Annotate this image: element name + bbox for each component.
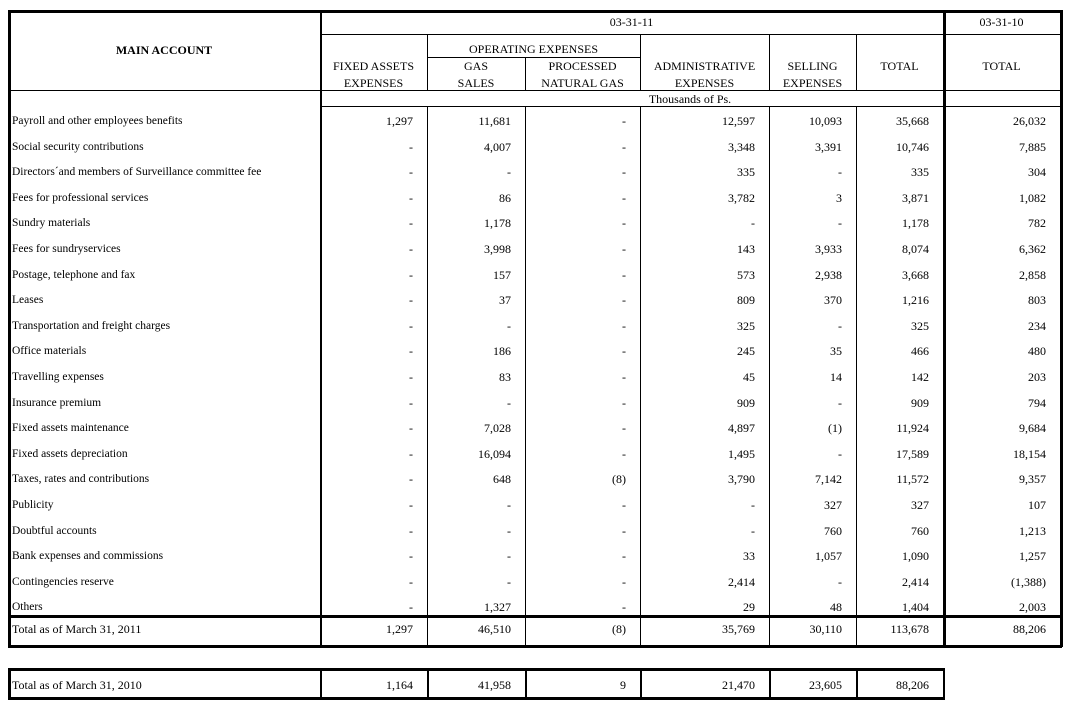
row-value: -: [409, 319, 413, 333]
row-value: 234: [1028, 319, 1046, 333]
row-value: 648: [493, 472, 511, 486]
row-value: 17,589: [896, 447, 929, 461]
row-value: 14: [830, 370, 842, 384]
row-value: 3,998: [484, 242, 511, 256]
row-value: -: [409, 242, 413, 256]
row-value: 45: [743, 370, 755, 384]
column-header-2-line2: SALES: [457, 76, 495, 90]
row-value: 11,681: [478, 114, 511, 128]
row-value: 7,885: [1019, 140, 1046, 154]
row-value: 37: [499, 293, 511, 307]
period-prior-header: 03-31-10: [979, 15, 1024, 29]
row-value: 10,093: [809, 114, 842, 128]
row-value: 760: [911, 524, 929, 538]
total-2010-value: 1,164: [386, 678, 413, 692]
row-value: -: [622, 268, 626, 282]
row-label: Fixed assets depreciation: [12, 448, 128, 460]
row-value: -: [507, 319, 511, 333]
row-value: 1,297: [386, 114, 413, 128]
row-value: 3,348: [728, 140, 755, 154]
row-value: 325: [737, 319, 755, 333]
row-value: 782: [1028, 216, 1046, 230]
total-2011-value: 30,110: [809, 622, 842, 636]
row-label: Travelling expenses: [12, 371, 104, 383]
row-value: 1,082: [1019, 191, 1046, 205]
row-value: -: [409, 447, 413, 461]
row-value: -: [507, 524, 511, 538]
row-value: 33: [743, 549, 755, 563]
total-top-rule: [8, 615, 1062, 618]
row-label: Fees for sundryservices: [12, 243, 121, 255]
table-top-border: [8, 10, 1062, 13]
row-value: -: [409, 600, 413, 614]
row-value: -: [409, 549, 413, 563]
row-value: -: [409, 421, 413, 435]
row-value: 157: [493, 268, 511, 282]
row-value: -: [622, 114, 626, 128]
column-header-5-line1: SELLING: [787, 59, 838, 73]
table-left-border: [8, 10, 11, 647]
row-value: 4,897: [728, 421, 755, 435]
column-header-4-line1: ADMINISTRATIVE: [653, 59, 756, 73]
row-value: 1,178: [902, 216, 929, 230]
row-value: 48: [830, 600, 842, 614]
row-value: 12,597: [722, 114, 755, 128]
row-value: 1,178: [484, 216, 511, 230]
row-value: -: [622, 344, 626, 358]
row-value: 7,028: [484, 421, 511, 435]
row-label: Leases: [12, 294, 44, 306]
row-value: -: [751, 498, 755, 512]
row-label: Doubtful accounts: [12, 525, 97, 537]
row-value: 760: [824, 524, 842, 538]
column-header-1-line2: EXPENSES: [343, 76, 404, 90]
column-header-3-line1: PROCESSED: [548, 59, 617, 73]
row-value: 16,094: [478, 447, 511, 461]
row-value: -: [838, 216, 842, 230]
row-value: 3,391: [815, 140, 842, 154]
row-value: -: [751, 216, 755, 230]
row-value: 10,746: [896, 140, 929, 154]
total-2010-label: Total as of March 31, 2010: [12, 678, 142, 692]
column-header-4-line2: EXPENSES: [674, 76, 735, 90]
row-label: Payroll and other employees benefits: [12, 115, 183, 127]
total-2011-value: 46,510: [478, 622, 511, 636]
row-value: -: [507, 396, 511, 410]
total-2010-value: 9: [620, 678, 626, 692]
main-account-header: MAIN ACCOUNT: [115, 43, 213, 57]
row-label: Others: [12, 601, 43, 613]
row-value: -: [622, 498, 626, 512]
total-2011-value: 113,678: [890, 622, 929, 636]
row-label: Office materials: [12, 345, 87, 357]
row-value: -: [409, 498, 413, 512]
row-value: 186: [493, 344, 511, 358]
row-value: -: [409, 165, 413, 179]
row-value: -: [622, 575, 626, 589]
row-value: 8,074: [902, 242, 929, 256]
row-value: 3,790: [728, 472, 755, 486]
row-label: Publicity: [12, 499, 54, 511]
row-value: 35,668: [896, 114, 929, 128]
row-value: 86: [499, 191, 511, 205]
row-value: -: [622, 216, 626, 230]
row-value: 143: [737, 242, 755, 256]
prior-total-bottom-border: [8, 697, 943, 700]
row-value: 35: [830, 344, 842, 358]
row-label: Fixed assets maintenance: [12, 422, 129, 434]
row-value: -: [409, 140, 413, 154]
row-label: Social security contributions: [12, 141, 144, 153]
row-value: -: [622, 319, 626, 333]
row-value: 370: [824, 293, 842, 307]
row-value: 794: [1028, 396, 1046, 410]
row-value: -: [409, 293, 413, 307]
prior-total-right-border: [943, 668, 945, 700]
row-value: 7,142: [815, 472, 842, 486]
total-2011-value: 88,206: [1013, 622, 1046, 636]
row-value: 327: [911, 498, 929, 512]
operating-expenses-header: OPERATING EXPENSES: [468, 42, 598, 56]
row-value: 335: [911, 165, 929, 179]
row-value: -: [838, 165, 842, 179]
row-value: 2,414: [902, 575, 929, 589]
total-2011-value: 35,769: [722, 622, 755, 636]
row-value: 1,495: [728, 447, 755, 461]
row-value: 1,327: [484, 600, 511, 614]
row-value: -: [622, 549, 626, 563]
row-value: -: [409, 216, 413, 230]
row-value: 9,357: [1019, 472, 1046, 486]
row-value: 29: [743, 600, 755, 614]
row-value: -: [622, 140, 626, 154]
total-2011-label: Total as of March 31, 2011: [12, 622, 142, 636]
row-label: Contingencies reserve: [12, 576, 114, 588]
row-value: -: [751, 524, 755, 538]
row-value: 909: [737, 396, 755, 410]
row-label: Bank expenses and commissions: [12, 550, 164, 562]
total-2010-value: 88,206: [896, 678, 929, 692]
row-value: (1,388): [1011, 575, 1046, 589]
row-value: 203: [1028, 370, 1046, 384]
row-value: -: [622, 396, 626, 410]
row-value: 2,858: [1019, 268, 1046, 282]
row-value: 2,414: [728, 575, 755, 589]
row-value: -: [409, 370, 413, 384]
row-value: 909: [911, 396, 929, 410]
row-value: (8): [612, 472, 626, 486]
period-current-header: 03-31-11: [609, 15, 654, 29]
row-value: 11,924: [896, 421, 929, 435]
row-value: -: [507, 549, 511, 563]
row-value: -: [622, 191, 626, 205]
total-2010-value: 41,958: [478, 678, 511, 692]
row-value: -: [409, 524, 413, 538]
table-right-border: [1060, 10, 1063, 647]
row-value: 803: [1028, 293, 1046, 307]
row-value: 327: [824, 498, 842, 512]
total-2011-value: 1,297: [386, 622, 413, 636]
row-value: 245: [737, 344, 755, 358]
row-value: 4,007: [484, 140, 511, 154]
row-value: 83: [499, 370, 511, 384]
row-value: 11,572: [896, 472, 929, 486]
row-value: 3,933: [815, 242, 842, 256]
row-value: 142: [911, 370, 929, 384]
column-header-2-line1: GAS: [463, 59, 488, 73]
row-label: Taxes, rates and contributions: [12, 473, 150, 485]
row-value: 1,057: [815, 549, 842, 563]
row-value: -: [622, 524, 626, 538]
row-value: 3: [836, 191, 842, 205]
row-value: 1,257: [1019, 549, 1046, 563]
row-value: -: [409, 396, 413, 410]
row-value: 3,782: [728, 191, 755, 205]
row-value: -: [838, 319, 842, 333]
prior-total-top-border: [8, 668, 945, 671]
row-value: 1,404: [902, 600, 929, 614]
row-value: -: [507, 575, 511, 589]
units-bottom-rule: [320, 106, 1060, 107]
row-value: -: [409, 472, 413, 486]
row-value: -: [409, 344, 413, 358]
row-value: -: [622, 421, 626, 435]
row-label: Fees for professional services: [12, 192, 149, 204]
row-value: -: [838, 396, 842, 410]
row-value: 6,362: [1019, 242, 1046, 256]
row-value: 2,938: [815, 268, 842, 282]
row-value: -: [622, 370, 626, 384]
row-value: 9,684: [1019, 421, 1046, 435]
row-value: -: [622, 600, 626, 614]
total-2011-value: (8): [612, 622, 626, 636]
row-value: -: [838, 575, 842, 589]
row-value: 304: [1028, 165, 1046, 179]
header-bottom-rule: [8, 90, 1060, 91]
row-value: 18,154: [1013, 447, 1046, 461]
row-value: -: [409, 191, 413, 205]
row-label: Postage, telephone and fax: [12, 269, 136, 281]
period-header-rule: [320, 34, 1060, 35]
total-2010-value: 21,470: [722, 678, 755, 692]
row-value: 2,003: [1019, 600, 1046, 614]
row-value: 3,871: [902, 191, 929, 205]
row-value: 335: [737, 165, 755, 179]
row-value: 573: [737, 268, 755, 282]
row-value: 325: [911, 319, 929, 333]
row-value: -: [838, 447, 842, 461]
row-value: 3,668: [902, 268, 929, 282]
row-value: -: [622, 242, 626, 256]
row-value: 480: [1028, 344, 1046, 358]
row-value: -: [409, 268, 413, 282]
row-value: -: [622, 165, 626, 179]
row-value: 107: [1028, 498, 1046, 512]
row-value: -: [622, 447, 626, 461]
row-value: 466: [911, 344, 929, 358]
table-bottom-border: [8, 645, 1062, 648]
row-value: 1,216: [902, 293, 929, 307]
row-value: -: [507, 165, 511, 179]
row-label: Transportation and freight charges: [12, 320, 171, 332]
column-header-3-line2: NATURAL GAS: [541, 76, 624, 90]
row-value: -: [507, 498, 511, 512]
units-label: Thousands of Ps.: [648, 92, 732, 106]
prior-total-left-border: [8, 668, 11, 700]
row-value: -: [409, 575, 413, 589]
row-value: (1): [828, 421, 842, 435]
column-header-6-line1: TOTAL: [880, 59, 919, 73]
row-label: Insurance premium: [12, 397, 102, 409]
column-header-1-line1: FIXED ASSETS: [332, 59, 415, 73]
row-value: -: [622, 293, 626, 307]
column-header-5-line2: EXPENSES: [782, 76, 843, 90]
operating-expenses-rule: [427, 57, 640, 58]
row-label: Directors´and members of Surveillance committee fee: [12, 166, 262, 178]
row-label: Sundry materials: [12, 217, 91, 229]
total-2010-value: 23,605: [809, 678, 842, 692]
row-value: 1,213: [1019, 524, 1046, 538]
row-value: 809: [737, 293, 755, 307]
column-header-7-line1: TOTAL: [982, 59, 1021, 73]
row-value: 26,032: [1013, 114, 1046, 128]
row-value: 1,090: [902, 549, 929, 563]
